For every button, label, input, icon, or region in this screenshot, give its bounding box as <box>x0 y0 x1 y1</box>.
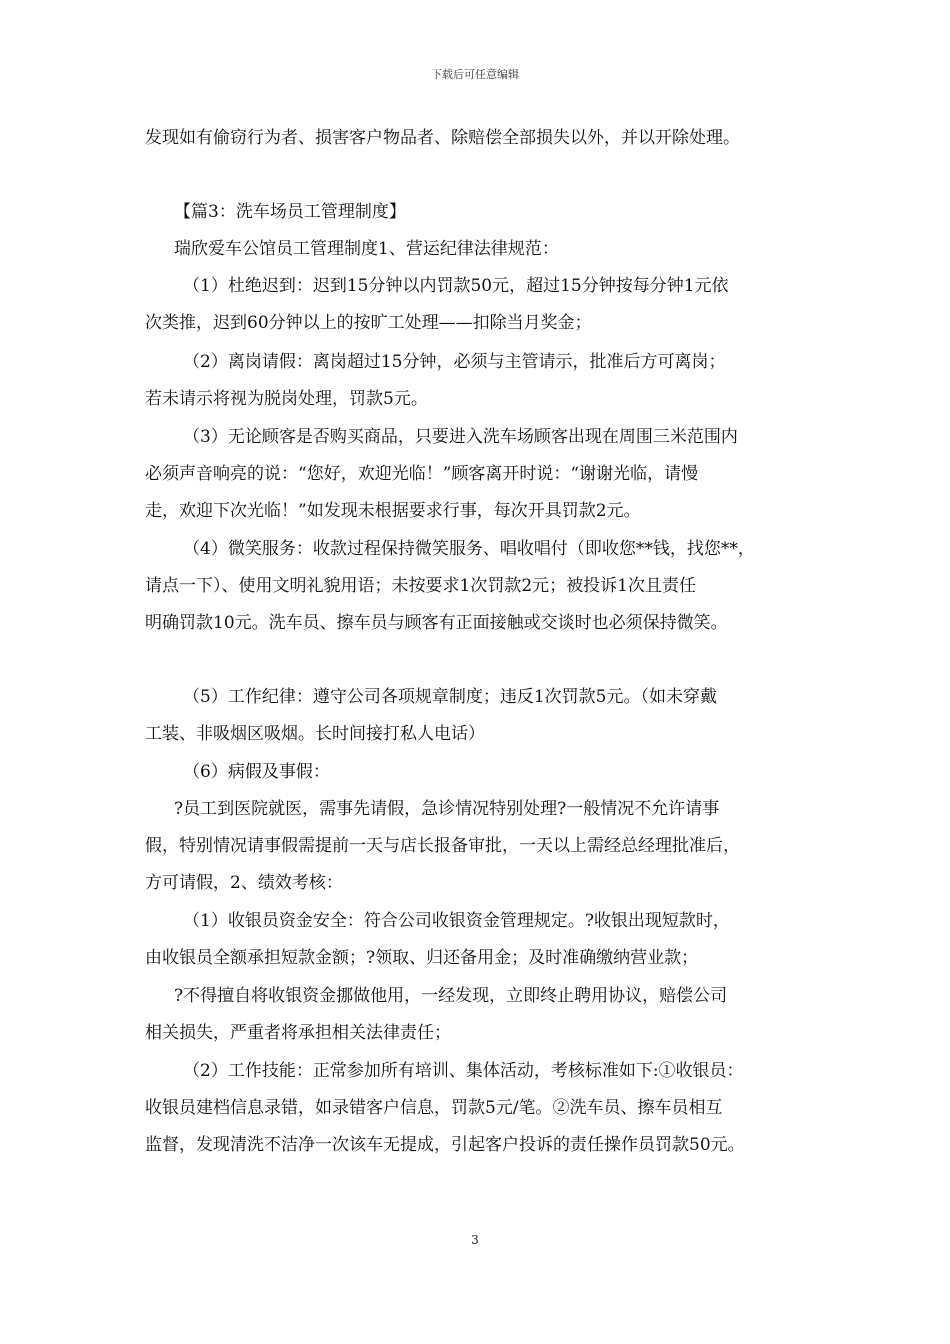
section-title: 【篇3：洗车场员工管理制度】 <box>174 202 406 222</box>
paragraph-line-10: 走，欢迎下次光临！”如发现未根据要求行事，每次开具罚款2元。 <box>145 501 641 521</box>
paragraph-line-7: 若未请示将视为脱岗处理，罚款5元。 <box>145 389 428 409</box>
paragraph-line-25: 收银员建档信息录错，如录错客户信息，罚款5元/笔。②洗车员、擦车员相互 <box>145 1098 723 1118</box>
paragraph-line-24: （2）工作技能：正常参加所有培训、集体活动，考核标准如下:①收银员： <box>183 1061 744 1081</box>
paragraph-line-15: 工装、非吸烟区吸烟。长时间接打私人电话） <box>145 724 485 744</box>
page-number: 3 <box>471 1233 479 1247</box>
paragraph-line-5: 次类推，迟到60分钟以上的按旷工处理——扣除当月奖金； <box>145 313 592 333</box>
paragraph-line-20: （1）收银员资金安全：符合公司收银资金管理规定。?收银出现短款时， <box>183 911 730 931</box>
paragraph-line-18: 假，特别情况请事假需提前一天与店长报备审批，一天以上需经总经理批准后， <box>145 836 740 856</box>
paragraph-line-12: 请点一下）、使用文明礼貌用语；未按要求1次罚款2元；被投诉1次且责任 <box>145 576 696 596</box>
paragraph-line-13: 明确罚款10元。洗车员、擦车员与顾客有正面接触或交谈时也必须保持微笑。 <box>145 613 728 633</box>
paragraph-line-6: （2）离岗请假：离岗超过15分钟，必须与主管请示，批准后方可离岗； <box>183 352 726 372</box>
paragraph-line-11: （4）微笑服务：收款过程保持微笑服务、唱收唱付（即收您**钱，找您**， <box>183 539 755 559</box>
paragraph-line-22: ?不得擅自将收银资金挪做他用，一经发现，立即终止聘用协议，赔偿公司 <box>174 986 728 1006</box>
paragraph-line-1: 发现如有偷窃行为者、损害客户物品者、除赔偿全部损失以外，并以开除处理。 <box>145 128 740 148</box>
paragraph-line-19: 方可请假，2、绩效考核： <box>145 873 343 893</box>
page-header-note: 下载后可任意编辑 <box>431 68 519 81</box>
paragraph-line-16: （6）病假及事假： <box>183 762 330 782</box>
paragraph-line-8: （3）无论顾客是否购买商品，只要进入洗车场顾客出现在周围三米范围内 <box>183 427 738 447</box>
paragraph-line-14: （5）工作纪律：遵守公司各项规章制度；违反1次罚款5元。（如未穿戴 <box>183 687 717 707</box>
paragraph-line-4: （1）杜绝迟到：迟到15分钟以内罚款50元，超过15分钟按每分钟1元依 <box>183 276 729 296</box>
paragraph-line-9: 必须声音响亮的说：“您好，欢迎光临！”顾客离开时说：“谢谢光临，请慢 <box>145 464 699 484</box>
paragraph-line-26: 监督，发现清洗不洁净一次该车无提成，引起客户投诉的责任操作员罚款50元。 <box>145 1135 745 1155</box>
paragraph-line-21: 由收银员全额承担短款金额；?领取、归还备用金；及时准确缴纳营业款； <box>145 948 699 968</box>
paragraph-line-23: 相关损失，严重者将承担相关法律责任； <box>145 1023 451 1043</box>
paragraph-line-3: 瑞欣爱车公馆员工管理制度1、营运纪律法律规范： <box>174 239 559 259</box>
paragraph-line-17: ?员工到医院就医，需事先请假，急诊情况特别处理?一般情况不允许请事 <box>174 799 720 819</box>
